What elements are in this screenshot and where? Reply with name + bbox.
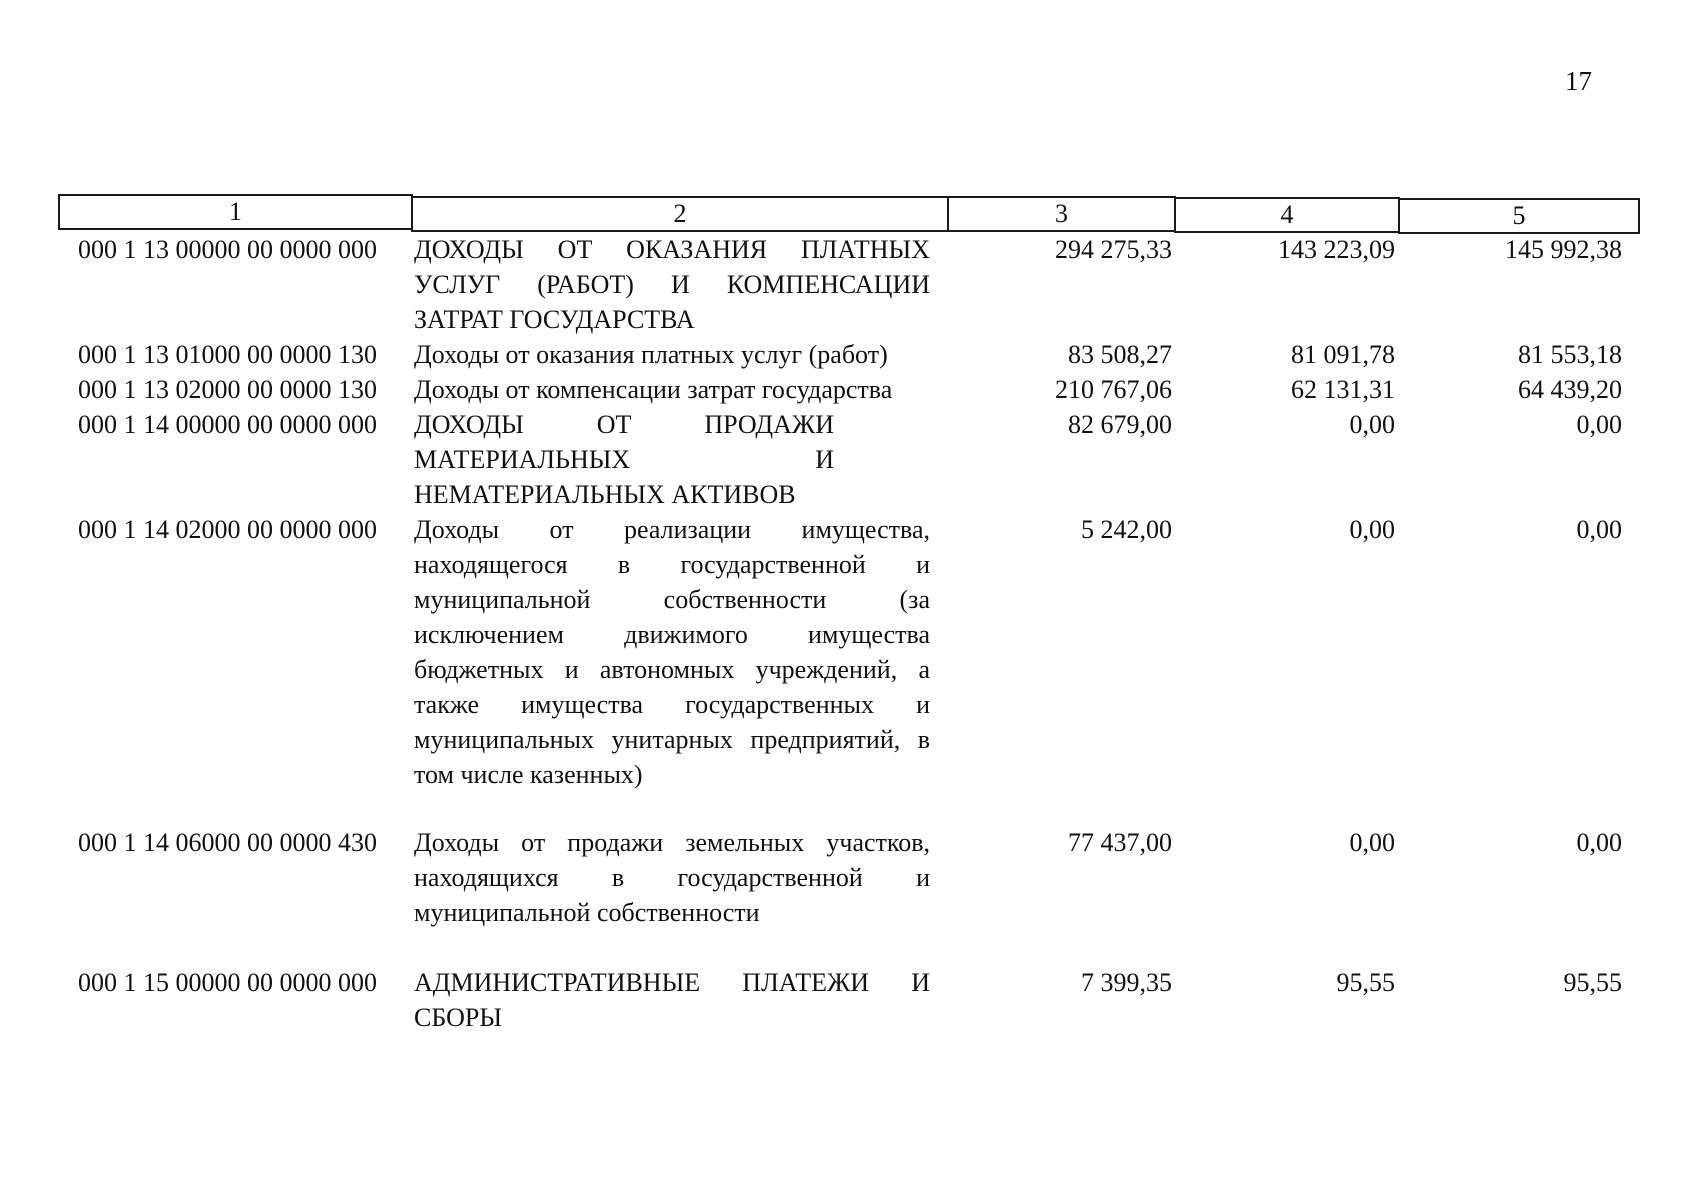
budget-code: 000 1 14 02000 00 0000 000 xyxy=(78,515,377,544)
value-col-5: 64 439,20 xyxy=(1518,375,1622,404)
value-col-4: 0,00 xyxy=(1349,515,1395,544)
value-col-5: 95,55 xyxy=(1563,968,1622,997)
value-col-3: 210 767,06 xyxy=(1055,375,1172,404)
value-col-3: 5 242,00 xyxy=(1081,515,1172,544)
header-col-5: 5 xyxy=(1398,198,1640,234)
value-col-5: 0,00 xyxy=(1576,410,1622,439)
value-col-4: 0,00 xyxy=(1349,410,1395,439)
value-col-5: 81 553,18 xyxy=(1518,340,1622,369)
value-col-3: 77 437,00 xyxy=(1068,828,1172,857)
header-col-2: 2 xyxy=(411,196,949,232)
income-name: АДМИНИСТРАТИВНЫЕ ПЛАТЕЖИ И СБОРЫ xyxy=(414,968,930,1032)
income-name: ДОХОДЫ ОТ ПРОДАЖИ МАТЕРИАЛЬНЫХ И НЕМАТЕРИАЛЬНЫХ АКТИВОВ xyxy=(414,410,834,509)
page-number: 17 xyxy=(1565,66,1592,96)
budget-code: 000 1 15 00000 00 0000 000 xyxy=(78,968,377,997)
income-name: Доходы от оказания платных услуг (работ) xyxy=(414,340,888,369)
value-col-3: 7 399,35 xyxy=(1081,968,1172,997)
budget-code: 000 1 13 01000 00 0000 130 xyxy=(78,340,377,369)
value-col-5: 0,00 xyxy=(1576,515,1622,544)
budget-code: 000 1 13 00000 00 0000 000 xyxy=(78,235,377,264)
income-name: ДОХОДЫ ОТ ОКАЗАНИЯ ПЛАТНЫХ УСЛУГ (РАБОТ) И КОМПЕНСАЦИИ ЗАТРАТ ГОСУДАРСТВА xyxy=(414,235,930,334)
budget-code: 000 1 13 02000 00 0000 130 xyxy=(78,375,377,404)
value-col-4: 62 131,31 xyxy=(1291,375,1395,404)
value-col-3: 294 275,33 xyxy=(1055,235,1172,264)
value-col-4: 81 091,78 xyxy=(1291,340,1395,369)
value-col-4: 0,00 xyxy=(1349,828,1395,857)
header-col-1: 1 xyxy=(58,194,413,230)
income-name: Доходы от реализации имущества, находящегося в государственной и муниципальной собственности (за исключением движимого имущества бюджетных и автономных учреждений, а также имущества государственных и муниципальных унитарных предприятий, в том числе казенных) xyxy=(414,515,930,789)
budget-code: 000 1 14 06000 00 0000 430 xyxy=(78,828,377,857)
value-col-3: 82 679,00 xyxy=(1068,410,1172,439)
value-col-3: 83 508,27 xyxy=(1068,340,1172,369)
income-name: Доходы от продажи земельных участков, находящихся в государственной и муниципальной собственности xyxy=(414,828,930,927)
budget-code: 000 1 14 00000 00 0000 000 xyxy=(78,410,377,439)
value-col-5: 0,00 xyxy=(1576,828,1622,857)
value-col-5: 145 992,38 xyxy=(1505,235,1622,264)
value-col-4: 143 223,09 xyxy=(1278,235,1395,264)
income-name: Доходы от компенсации затрат государства xyxy=(414,375,893,404)
header-col-3: 3 xyxy=(947,196,1176,232)
header-col-4: 4 xyxy=(1174,197,1400,233)
value-col-4: 95,55 xyxy=(1336,968,1395,997)
